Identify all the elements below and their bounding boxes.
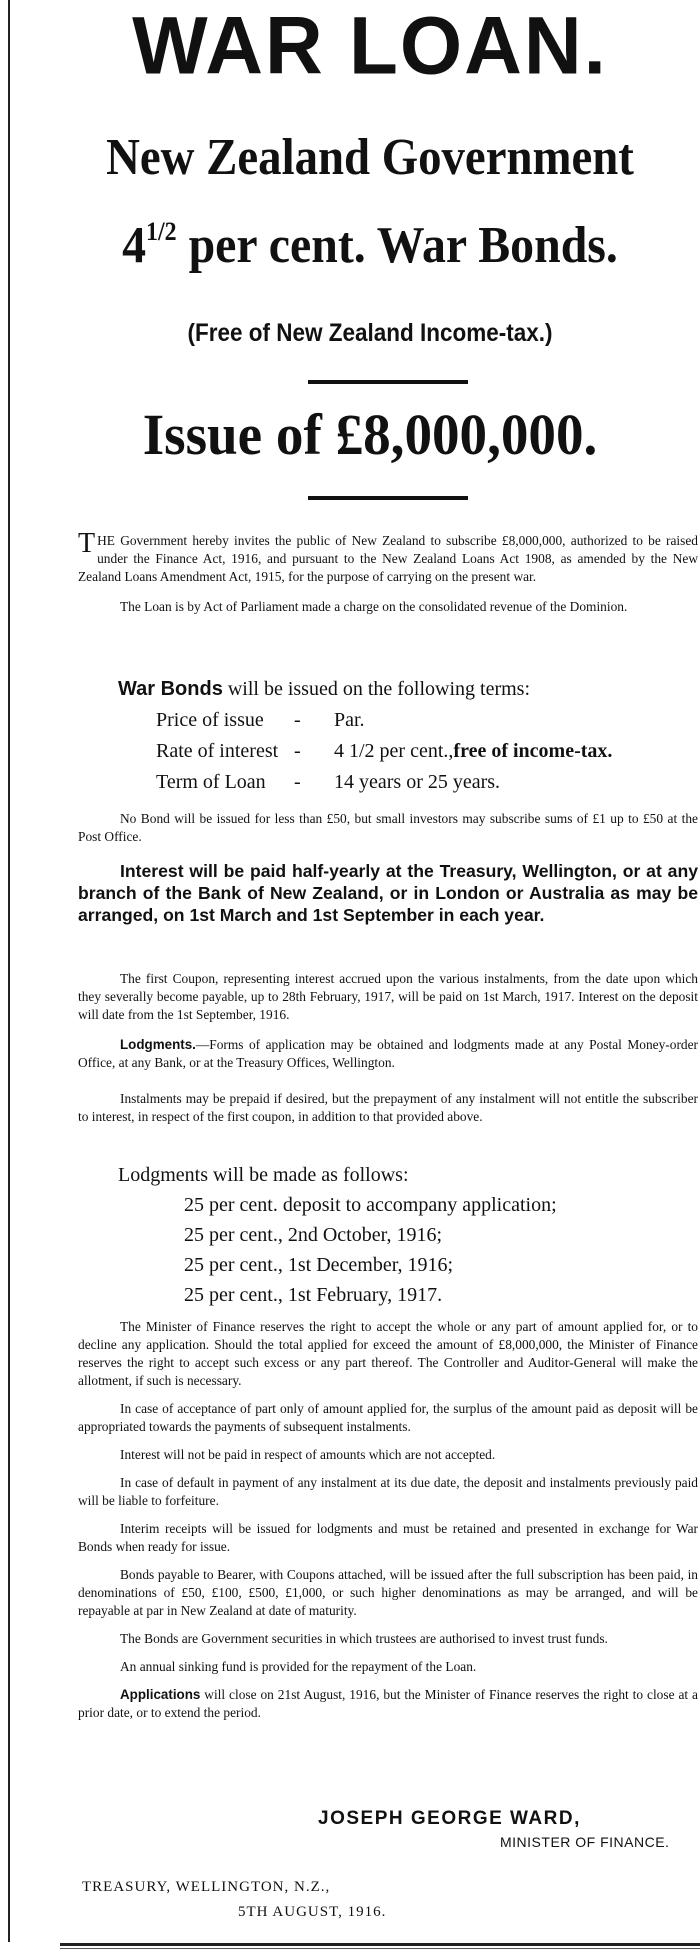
intro-paragraph: THE Government hereby invites the public of New Zealand to subscribe £8,000,000, authorized to be raised under the Finance Act, 1916, and pursuant to the New Zealand Loans Act 1908, as amended by the New Zealand Loans Amendment Act, 1915, for the purpose of carrying on the present war. — [78, 528, 698, 584]
sinking-fund-paragraph: An annual sinking fund is provided for the repayment of the Loan. — [120, 1659, 477, 1674]
bottom-border-rule-thin — [60, 1948, 700, 1949]
terms-lead-text: will be issued on the following terms: — [222, 678, 531, 700]
trustees-paragraph: The Bonds are Government securities in which trustees are authorised to invest trust funds. — [120, 1631, 608, 1646]
bearer-bonds-paragraph: Bonds payable to Bearer, with Coupons attached, will be issued after the full subscription has been paid, in denominations of £50, £100, £500, £1,000, or such higher denominations as may be arranged, and will be repayable at par in New Zealand at date of maturity. — [78, 1567, 698, 1618]
minimum-paragraph: No Bond will be issued for less than £50, but small investors may subscribe sums of £1 up to £50 at the Post Office. — [78, 811, 698, 844]
headline-bonds — [66, 200, 673, 278]
signatory-title: MINISTER OF FINANCE. — [500, 1834, 670, 1850]
schedule-lead: Lodgments will be made as follows: — [118, 1164, 409, 1186]
headline-tax-note: (Free of New Zealand Income-tax.) — [187, 319, 553, 347]
term-row-rate: Rate of interest - 4 1/2 per cent., free of income-tax. — [156, 740, 613, 762]
coupon-paragraph: The first Coupon, representing interest accrued upon the various instalments, from the date upon which they severally become payable, up to 28th February, 1917, will be paid on 1st March, 1917. Interest on the deposit will date from the 1st September, 1916. — [78, 971, 698, 1022]
terms-section — [118, 674, 698, 798]
schedule-item: 25 per cent. deposit to accompany application; — [184, 1194, 557, 1216]
surplus-paragraph: In case of acceptance of part only of amount applied for, the surplus of the amount paid as deposit will be appropriated towards the payments of subsequent instalments. — [78, 1401, 698, 1434]
applications-paragraph: Applications will close on 21st August, 1916, but the Minister of Finance reserves the right to close at a prior date, or to extend the period. — [78, 1687, 698, 1720]
applications-label: Applications — [120, 1687, 201, 1702]
signatory-name: JOSEPH GEORGE WARD, — [318, 1808, 581, 1829]
drop-cap: T — [78, 528, 96, 559]
headline-divider-top — [308, 380, 468, 384]
headline-title: WAR LOAN. — [132, 0, 608, 91]
bottom-border-rule — [60, 1943, 700, 1946]
prepaid-paragraph: Instalments may be prepaid if desired, but the prepayment of any instalment will not entitle the subscriber to interest, in respect of the first coupon, in addition to that provided above. — [78, 1091, 698, 1124]
bonds-rate-fraction: 1/2 — [146, 217, 177, 246]
lodgments-label: Lodgments. — [120, 1037, 196, 1052]
schedule-item: 25 per cent., 1st February, 1917. — [184, 1284, 443, 1306]
left-border-rule — [8, 0, 10, 1942]
bonds-rate-text: per cent. War Bonds. — [176, 217, 618, 274]
footer-date: 5TH AUGUST, 1916. — [238, 1904, 387, 1920]
interest-notice: Interest will be paid half-yearly at the Treasury, Wellington, or at any branch of the Bank of New Zealand, or in London or Australia as may be arranged, on 1st March and 1st September in each year. — [78, 861, 698, 925]
term-row-price: Price of issue - Par. — [156, 709, 365, 731]
term-row-term: Term of Loan - 14 years or 25 years. — [156, 771, 501, 793]
footer-place: TREASURY, WELLINGTON, N.Z., — [82, 1879, 331, 1895]
headline-subtitle: New Zealand Government — [106, 129, 634, 186]
allotment-paragraph: The Minister of Finance reserves the right to accept the whole or any part of amount applied for, or to decline any application. Should the total applied for exceed the amount of £8,000,000, the Minister of Finance reserves the right to accept such excess or any part thereof. The Controller and Auditor-General will make the allotment, if such is necessary. — [78, 1319, 698, 1388]
non-accepted-paragraph: Interest will not be paid in respect of amounts which are not accepted. — [120, 1447, 496, 1462]
headline-issue: Issue of £8,000,000. — [142, 402, 598, 467]
default-paragraph: In case of default in payment of any instalment at its due date, the deposit and instalments previously paid will be liable to forfeiture. — [78, 1475, 698, 1508]
schedule-item: 25 per cent., 1st December, 1916; — [184, 1254, 454, 1276]
terms-lead — [118, 674, 698, 705]
lodgment-schedule — [118, 1160, 698, 1310]
headline-divider-bottom — [308, 496, 468, 500]
receipts-paragraph: Interim receipts will be issued for lodgments and must be retained and presented in exchange for War Bonds when ready for issue. — [78, 1521, 698, 1554]
terms-lead-bold: War Bonds — [118, 678, 223, 700]
lodgments-paragraph: Lodgments.—Forms of application may be obtained and lodgments made at any Postal Money-order Office, at any Bank, or at the Treasury Offices, Wellington. — [78, 1037, 698, 1070]
intro-section — [78, 528, 698, 616]
schedule-item: 25 per cent., 2nd October, 1916; — [184, 1224, 443, 1246]
revenue-paragraph: The Loan is by Act of Parliament made a charge on the consolidated revenue of the Dominion. — [120, 599, 628, 614]
bonds-rate-whole: 4 — [122, 217, 147, 274]
conditions-section — [78, 1318, 698, 1722]
